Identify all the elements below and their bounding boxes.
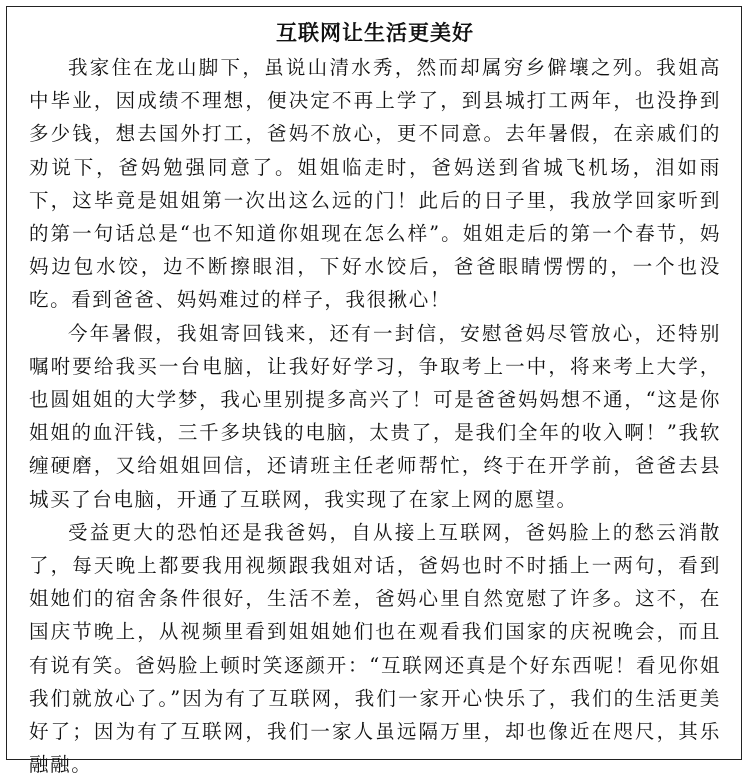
paragraph-1: 我家住在龙山脚下，虽说山清水秀，然而却属穷乡僻壤之列。我姐高中毕业，因成绩不理想，便决定不再上学了，到县城打工两年，也没挣到多少钱，想去国外打工，爸妈不放心，更不同意。去年暑假，在亲戚们的劝说下，爸妈勉强同意了。姐姐临走时，爸妈送到省城飞机场，泪如雨下，这毕竟是姐姐第一次出这么远的门！此后的日子里，我放学回家听到的第一句话总是“也不知道你姐现在怎么样”。姐姐走后的第一个春节，妈妈边包水饺，边不断擦眼泪，下好水饺后，爸爸眼睛愣愣的，一个也没吃。看到爸爸、妈妈难过的样子，我很揪心！ — [29, 56, 721, 312]
article-frame — [6, 6, 742, 777]
paragraph-2: 今年暑假，我姐寄回钱来，还有一封信，安慰爸妈尽管放心，还特别嘱咐要给我买一台电脑，让我好好学习，争取考上一中，将来考上大学，也圆姐姐的大学梦，我心里别提多高兴了！可是爸爸妈妈想不通，“这是你姐姐的血汗钱，三千多块钱的电脑，太贵了，是我们全年的收入啊！”我软缠硬磨，又给姐姐回信，还请班主任老师帮忙，终于在开学前，爸爸去县城买了台电脑，开通了互联网，我实现了在家上网的愿望。 — [29, 321, 721, 511]
article-title: 互联网让生活更美好 — [276, 21, 474, 45]
paragraph-3: 受益更大的恐怕还是我爸妈，自从接上互联网，爸妈脸上的愁云消散了，每天晚上都要我用视频跟我姐对话，爸妈也时不时插上一两句，看到姐她们的宿舍条件很好，生活不差，爸妈心里自然宽慰了许多。这不，在国庆节晚上，从视频里看到姐姐她们也在观看我们国家的庆祝晚会，而且有说有笑。爸妈脸上顿时笑逐颜开：“互联网还真是个好东西呢！看见你姐我们就放心了。”因为有了互联网，我们一家开心快乐了，我们的生活更美好了；因为有了互联网，我们一家人虽远隔万里，却也像近在咫尺，其乐融融。 — [29, 520, 721, 777]
